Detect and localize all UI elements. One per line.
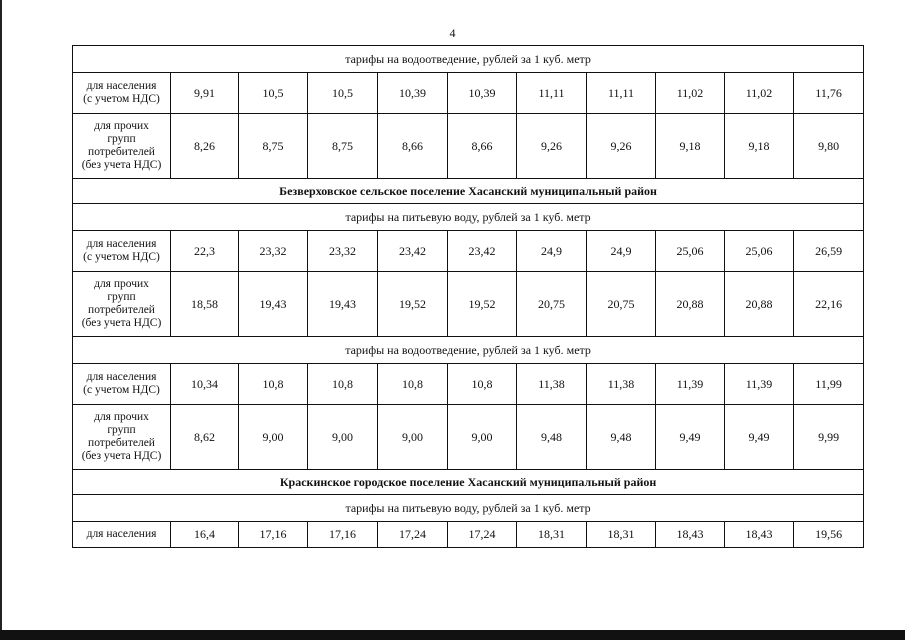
tariff-value-cell: 19,56 [794, 522, 864, 548]
tariff-value-cell: 18,43 [725, 522, 794, 548]
tariff-value-cell: 9,80 [794, 114, 864, 179]
tariff-value-cell: 20,88 [725, 272, 794, 337]
tariff-value-cell: 11,02 [725, 73, 794, 114]
scan-edge-left [0, 0, 2, 640]
tariff-value-cell: 17,24 [378, 522, 448, 548]
tariff-value-cell: 9,26 [517, 114, 587, 179]
tariff-value-cell: 9,99 [794, 405, 864, 470]
tariff-value-cell: 18,58 [171, 272, 239, 337]
tariff-value-cell: 10,8 [239, 364, 308, 405]
tariff-value-cell: 17,16 [308, 522, 378, 548]
tariff-title-row [73, 204, 864, 231]
tariff-value-cell: 24,9 [587, 231, 656, 272]
tariff-value-cell: 10,39 [448, 73, 517, 114]
tariff-value-cell: 20,75 [517, 272, 587, 337]
consumer-group-label: для населения (с учетом НДС) [73, 231, 171, 272]
tariff-value-cell: 9,91 [171, 73, 239, 114]
tariff-value-cell: 19,43 [308, 272, 378, 337]
tariff-value-cell: 26,59 [794, 231, 864, 272]
tariff-value-cell: 19,52 [448, 272, 517, 337]
tariff-value-cell: 9,48 [517, 405, 587, 470]
consumer-group-label: для населения (с учетом НДС) [73, 364, 171, 405]
tariff-value-cell: 11,38 [517, 364, 587, 405]
tariff-value-cell: 9,18 [656, 114, 725, 179]
tariff-value-cell: 11,38 [587, 364, 656, 405]
scan-edge-bottom [0, 630, 905, 640]
consumer-group-label: для населения (с учетом НДС) [73, 73, 171, 114]
consumer-group-label: для населения [73, 522, 171, 548]
tariff-value-cell: 8,75 [239, 114, 308, 179]
tariff-value-cell: 11,99 [794, 364, 864, 405]
section-heading: Безверховское сельское поселение Хасанский муниципальный район [73, 179, 864, 204]
tariff-value-cell: 25,06 [656, 231, 725, 272]
tariff-value-cell: 19,52 [378, 272, 448, 337]
tariff-value-cell: 23,32 [308, 231, 378, 272]
section-heading-row [73, 470, 864, 495]
tariff-value-cell: 9,48 [587, 405, 656, 470]
tariff-value-cell: 17,16 [239, 522, 308, 548]
tariff-value-cell: 25,06 [725, 231, 794, 272]
consumer-group-label: для прочих групп потребителей (без учета НДС) [73, 405, 171, 470]
tariff-value-cell: 8,62 [171, 405, 239, 470]
tariff-value-cell: 10,8 [308, 364, 378, 405]
tariff-value-cell: 22,16 [794, 272, 864, 337]
tariff-value-cell: 10,8 [448, 364, 517, 405]
tariff-title-row [73, 46, 864, 73]
tariff-value-cell: 18,43 [656, 522, 725, 548]
tariff-value-cell: 11,02 [656, 73, 725, 114]
consumer-group-label: для прочих групп потребителей (без учета НДС) [73, 272, 171, 337]
tariff-title-row [73, 495, 864, 522]
tariff-value-cell: 20,88 [656, 272, 725, 337]
section-heading: Краскинское городское поселение Хасанский муниципальный район [73, 470, 864, 495]
table-row [73, 522, 864, 548]
table-row [73, 114, 864, 179]
tariff-value-cell: 16,4 [171, 522, 239, 548]
tariff-value-cell: 11,76 [794, 73, 864, 114]
tariff-value-cell: 23,42 [378, 231, 448, 272]
tariff-value-cell: 11,11 [517, 73, 587, 114]
tariff-value-cell: 9,00 [308, 405, 378, 470]
tariff-value-cell: 9,00 [378, 405, 448, 470]
tariff-value-cell: 18,31 [517, 522, 587, 548]
tariff-value-cell: 10,8 [378, 364, 448, 405]
tariff-value-cell: 10,5 [239, 73, 308, 114]
section-heading-row [73, 179, 864, 204]
tariff-value-cell: 20,75 [587, 272, 656, 337]
tariff-value-cell: 10,5 [308, 73, 378, 114]
tariff-value-cell: 23,32 [239, 231, 308, 272]
table-row [73, 272, 864, 337]
tariff-value-cell: 22,3 [171, 231, 239, 272]
tariff-value-cell: 11,39 [725, 364, 794, 405]
tariff-value-cell: 9,18 [725, 114, 794, 179]
tariff-value-cell: 8,66 [448, 114, 517, 179]
tariff-value-cell: 10,39 [378, 73, 448, 114]
page-number: 4 [449, 26, 456, 40]
tariff-value-cell: 17,24 [448, 522, 517, 548]
tariff-value-cell: 8,75 [308, 114, 378, 179]
tariff-value-cell: 9,49 [656, 405, 725, 470]
table-row [73, 231, 864, 272]
tariff-value-cell: 9,49 [725, 405, 794, 470]
tariff-title: тарифы на питьевую воду, рублей за 1 куб. метр [73, 204, 864, 231]
tariff-value-cell: 18,31 [587, 522, 656, 548]
tariff-value-cell: 24,9 [517, 231, 587, 272]
tariff-title: тарифы на водоотведение, рублей за 1 куб. метр [73, 46, 864, 73]
tariff-value-cell: 9,26 [587, 114, 656, 179]
tariff-value-cell: 10,34 [171, 364, 239, 405]
tariff-value-cell: 9,00 [239, 405, 308, 470]
tariff-title: тарифы на питьевую воду, рублей за 1 куб. метр [73, 495, 864, 522]
tariff-value-cell: 11,39 [656, 364, 725, 405]
table-row [73, 73, 864, 114]
tariff-value-cell: 23,42 [448, 231, 517, 272]
tariff-title: тарифы на водоотведение, рублей за 1 куб. метр [73, 337, 864, 364]
tariff-value-cell: 11,11 [587, 73, 656, 114]
tariff-value-cell: 8,26 [171, 114, 239, 179]
table-row [73, 364, 864, 405]
table-row [73, 405, 864, 470]
tariff-value-cell: 8,66 [378, 114, 448, 179]
tariffs-table [72, 45, 864, 548]
tariff-value-cell: 9,00 [448, 405, 517, 470]
consumer-group-label: для прочих групп потребителей (без учета НДС) [73, 114, 171, 179]
tariff-title-row [73, 337, 864, 364]
tariff-value-cell: 19,43 [239, 272, 308, 337]
